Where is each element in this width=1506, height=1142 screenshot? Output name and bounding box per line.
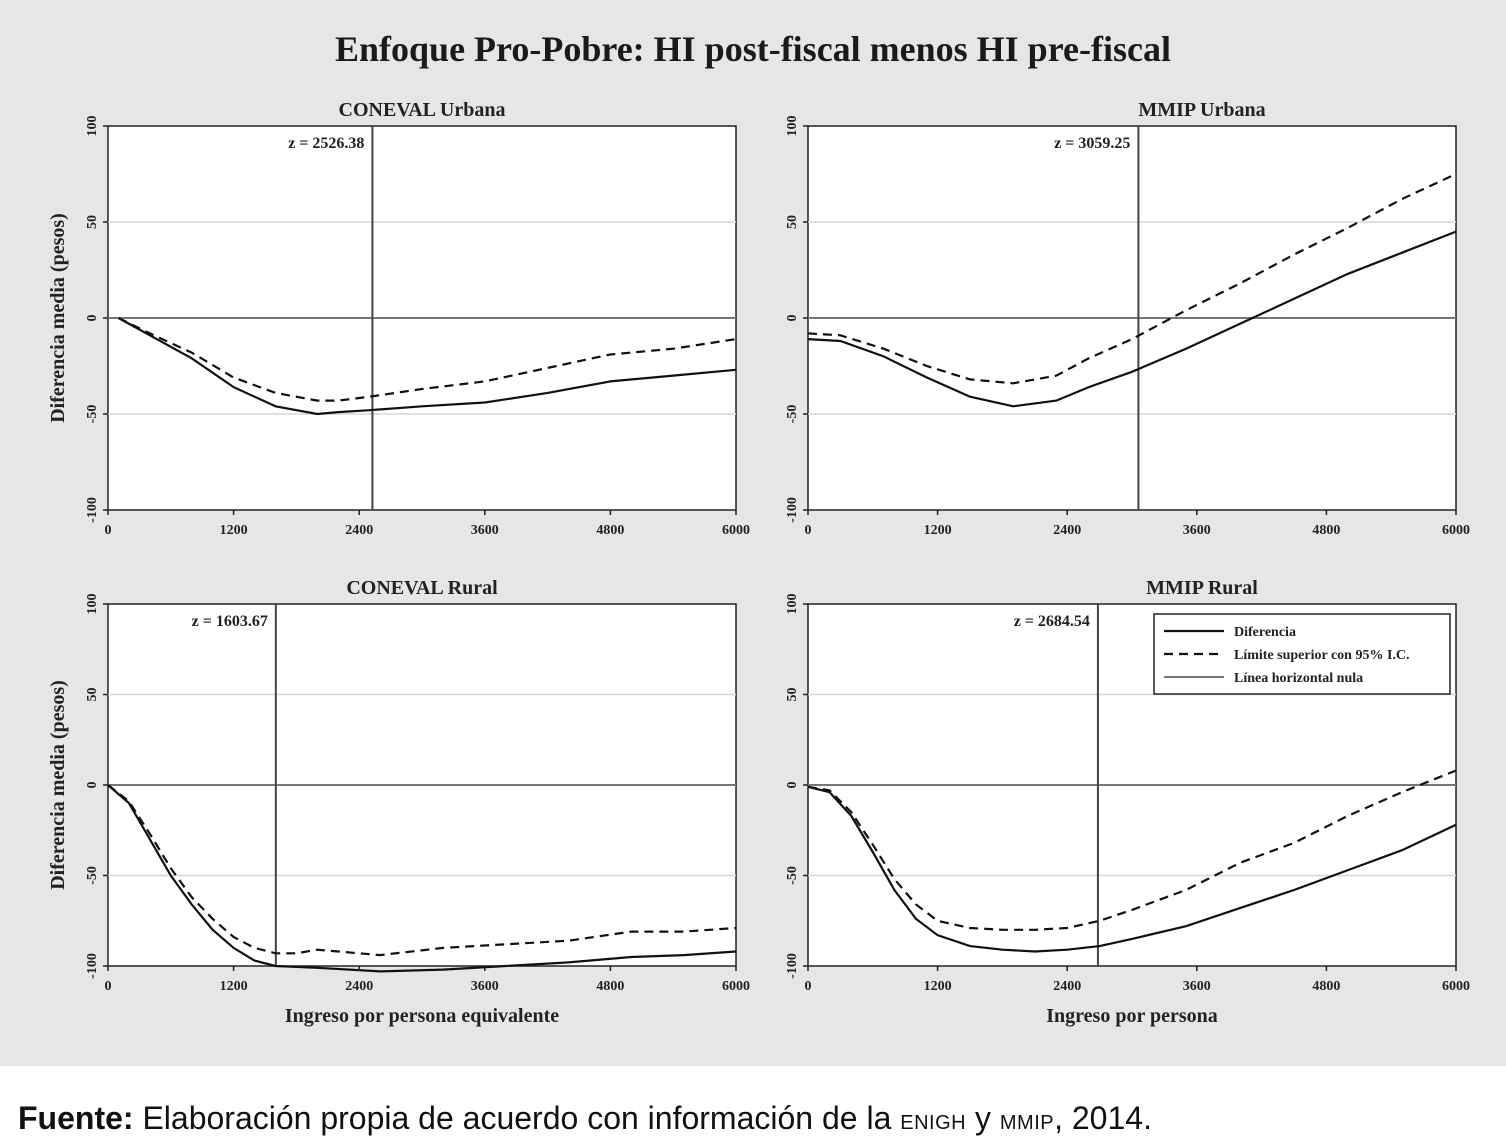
- y-tick-label: -100: [85, 497, 100, 523]
- legend-label: Línea horizontal nula: [1234, 671, 1364, 686]
- y-tick-label: 0: [785, 781, 800, 789]
- x-tick-label: 4800: [596, 979, 625, 994]
- y-tick-label: 0: [785, 314, 800, 322]
- x-tick-label: 1200: [219, 523, 248, 538]
- x-tick-label: 3600: [1182, 523, 1211, 538]
- poverty-line-label: z = 2526.38: [288, 135, 365, 152]
- y-tick-label: -50: [785, 404, 800, 424]
- caption-text-3: , 2014.: [1054, 1100, 1152, 1136]
- legend-label: Diferencia: [1234, 625, 1296, 640]
- caption-mmip: MMIP: [999, 1112, 1055, 1134]
- y-tick-label: 0: [85, 781, 100, 789]
- x-tick-label: 4800: [1312, 523, 1341, 538]
- source-caption: [18, 1100, 1152, 1137]
- caption-lead: Fuente:: [18, 1100, 134, 1136]
- x-tick-label: 0: [104, 523, 112, 538]
- y-axis-label: Diferencia media (pesos): [47, 213, 69, 423]
- x-tick-label: 6000: [1442, 523, 1470, 538]
- x-tick-label: 1200: [923, 979, 952, 994]
- x-tick-label: 0: [104, 979, 112, 994]
- poverty-line-label: z = 2684.54: [1013, 613, 1090, 630]
- y-tick-label: 100: [785, 115, 800, 137]
- caption-text-1: Elaboración propia de acuerdo con información de la: [133, 1100, 901, 1136]
- y-tick-label: -100: [785, 497, 800, 523]
- figure-title: Enfoque Pro-Pobre: HI post-fiscal menos HI pre-fiscal: [335, 29, 1171, 69]
- x-tick-label: 0: [804, 979, 812, 994]
- x-axis-label: Ingreso por persona equivalente: [284, 1005, 560, 1027]
- x-tick-label: 2400: [345, 523, 374, 538]
- y-tick-label: 0: [85, 314, 100, 322]
- y-tick-label: -50: [85, 404, 100, 424]
- y-tick-label: -100: [785, 953, 800, 979]
- y-axis-label: Diferencia media (pesos): [47, 680, 69, 890]
- caption-text-2: y: [966, 1100, 1000, 1136]
- y-tick-label: 100: [785, 593, 800, 615]
- y-tick-label: 50: [85, 687, 100, 702]
- y-tick-label: 50: [85, 215, 100, 229]
- x-tick-label: 2400: [345, 979, 374, 994]
- x-tick-label: 3600: [470, 979, 499, 994]
- x-tick-label: 4800: [596, 523, 625, 538]
- x-tick-label: 0: [804, 523, 812, 538]
- x-tick-label: 3600: [1182, 979, 1211, 994]
- x-tick-label: 6000: [722, 979, 750, 994]
- x-tick-label: 2400: [1053, 979, 1082, 994]
- x-tick-label: 6000: [1442, 979, 1470, 994]
- panel-title: MMIP Urbana: [1138, 99, 1266, 121]
- panel-title: CONEVAL Rural: [346, 577, 498, 599]
- caption-enigh: ENIGH: [900, 1112, 967, 1134]
- panel-title: MMIP Rural: [1146, 577, 1258, 599]
- x-tick-label: 1200: [923, 523, 952, 538]
- poverty-line-label: z = 3059.25: [1054, 135, 1131, 152]
- poverty-line-label: z = 1603.67: [191, 613, 268, 630]
- x-tick-label: 4800: [1312, 979, 1341, 994]
- y-tick-label: 100: [85, 593, 100, 615]
- panel-title: CONEVAL Urbana: [338, 99, 506, 121]
- y-tick-label: -100: [85, 953, 100, 979]
- x-tick-label: 6000: [722, 523, 750, 538]
- y-tick-label: 100: [85, 115, 100, 137]
- x-axis-label: Ingreso por persona: [1046, 1005, 1218, 1027]
- legend-label: Límite superior con 95% I.C.: [1234, 648, 1410, 663]
- x-tick-label: 1200: [219, 979, 248, 994]
- y-tick-label: -50: [85, 866, 100, 885]
- y-tick-label: 50: [785, 687, 800, 702]
- x-tick-label: 2400: [1053, 523, 1082, 538]
- y-tick-label: -50: [785, 866, 800, 885]
- x-tick-label: 3600: [470, 523, 499, 538]
- y-tick-label: 50: [785, 215, 800, 229]
